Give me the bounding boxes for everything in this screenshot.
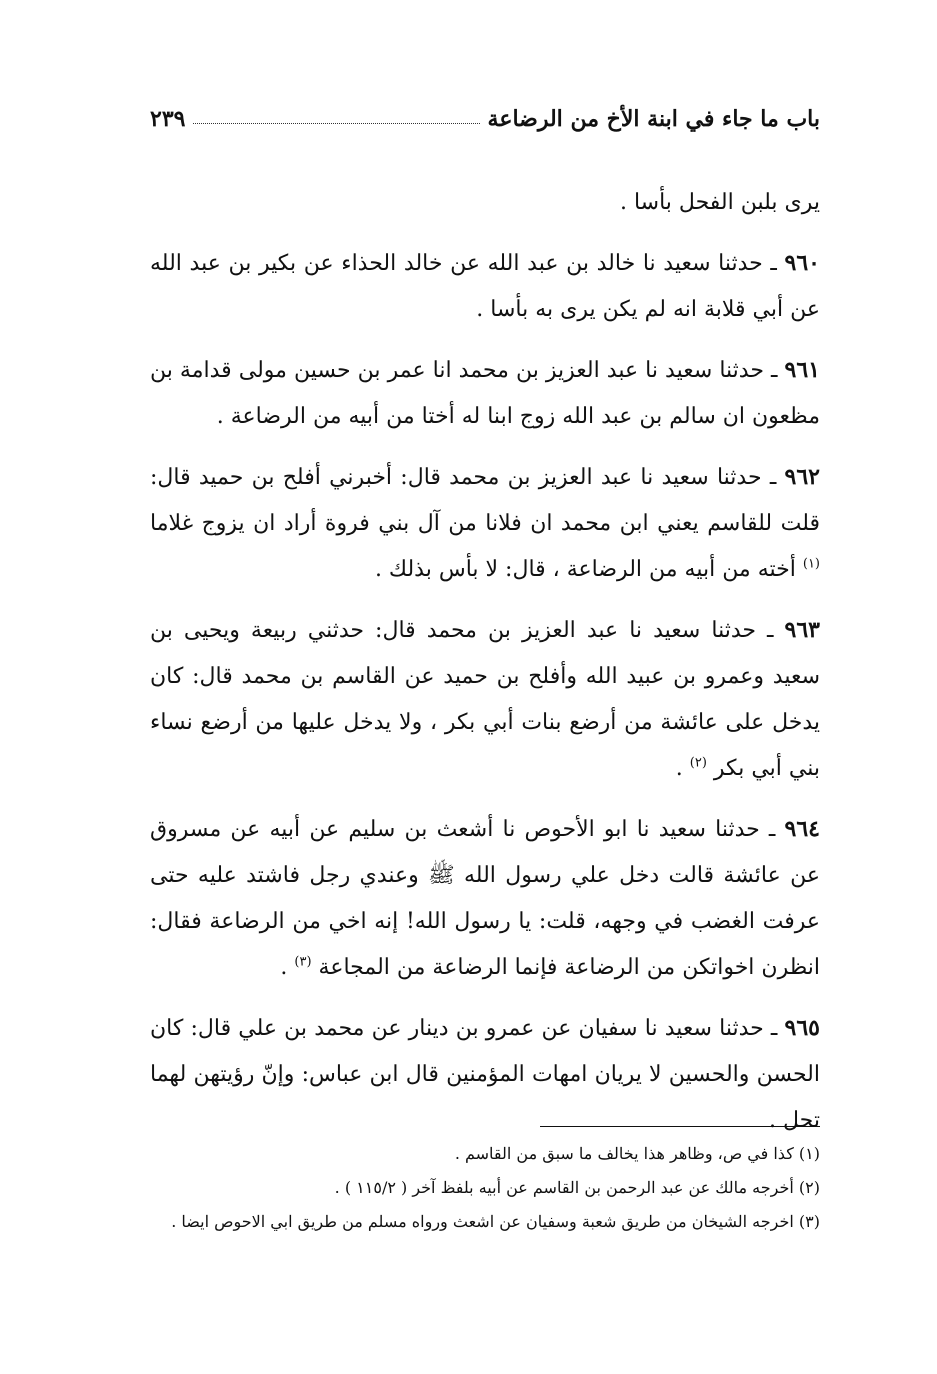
hadith-960 [150,240,820,333]
footnote-ref: (٣) [294,954,312,970]
footnote-text: أخرجه مالك عن عبد الرحمن بن القاسم عن أبيه بلفظ آخر ( ١١٥/٢ ) . [334,1178,794,1197]
hadith-text-continued: أخته من أبيه من الرضاعة ، قال: لا بأس بذلك . [374,557,796,582]
main-text [150,180,820,1158]
running-header [150,92,820,132]
hadith-text: حدثنا سعيد نا خالد بن عبد الله عن خالد الحذاء عن بكير بن عبد الله عن أبي قلابة انه لم يكن يرى به بأسا . [150,251,820,322]
hadith-number: ٩٦١ [784,357,820,383]
hadith-number: ٩٦٣ [784,617,820,643]
footnote-divider [540,1126,820,1127]
intro-line: يرى بلبن الفحل بأسا . [619,190,820,215]
hadith-number: ٩٦٥ [784,1015,820,1041]
hadith-text: حدثنا سعيد نا ابو الأحوص نا أشعث بن سليم عن أبيه عن مسروق عن عائشة قالت دخل علي رسول الله ﷺ وعندي رجل فاشتد عليه حتى عرفت الغضب في وجهه، قلت: يا رسول الله! إنه اخي من الرضاعة فقال: انظرن اخواتكن من الرضاعة فإنما الرضاعة من المجاعة [150,817,820,980]
footnote-text: اخرجه الشيخان من طريق شعبة وسفيان عن اشعث ورواه مسلم من طريق ابي الاحوص ايضا . [171,1212,794,1231]
footnote-text: كذا في ص، وظاهر هذا يخالف ما سبق من القاسم . [454,1144,794,1163]
hadith-number: ٩٦٤ [784,816,820,842]
footnotes [150,1138,820,1240]
hadith-964 [150,806,820,991]
hadith-number: ٩٦٠ [784,250,820,276]
dash: ـ [759,817,776,842]
footnote-mark: (٢) [798,1178,820,1197]
footnote-ref: (١) [802,556,820,572]
dash: ـ [763,1016,778,1041]
header-leader-dots [193,123,479,124]
footnote-1 [150,1138,820,1170]
page-number: ٢٣٩ [150,106,186,132]
footnote-ref: (٢) [689,755,707,771]
dash: ـ [761,465,777,490]
footnote-3 [150,1206,820,1238]
hadith-text: حدثنا سعيد نا عبد العزيز بن محمد قال: أخبرني أفلح بن حميد قال: قلت للقاسم يعني ابن محمد ان فلانا من آل بني فروة أراد ان يزوج غلاما [150,465,820,536]
chapter-title: باب ما جاء في ابنة الأخ من الرضاعة [487,106,820,132]
dash: ـ [763,358,778,383]
hadith-965 [150,1005,820,1144]
hadith-number: ٩٦٢ [784,464,820,490]
hadith-text-continued: . [675,756,683,781]
hadith-961 [150,347,820,440]
hadith-text: حدثنا سعيد نا عبد العزيز بن محمد قال: حدثني ربيعة ويحيى بن سعيد وعمرو بن عبيد الله وأفلح بن حميد عن القاسم بن محمد قال: كان يدخل على عائشة من أرضع بنات أبي بكر ، ولا يدخل عليها من أرضع نساء بني أبي بكر [150,618,820,781]
footnote-mark: (٣) [798,1212,820,1231]
hadith-962 [150,454,820,593]
dash: ـ [755,618,774,643]
footnote-mark: (١) [798,1144,820,1163]
hadith-text: حدثنا سعيد نا عبد العزيز بن محمد انا عمر بن حسين مولى قدامة بن مظعون ان سالم بن عبد الله زوج ابنا له أختا من أبيه من الرضاعة . [150,358,820,429]
dash: ـ [762,251,777,276]
footnote-2 [150,1172,820,1204]
hadith-963 [150,607,820,792]
hadith-text: حدثنا سعيد نا سفيان عن عمرو بن دينار عن محمد بن علي قال: كان الحسن والحسين لا يريان امهات المؤمنين قال ابن عباس: وإنّ رؤيتهن لهما تحل . [150,1016,820,1133]
hadith-text-continued: . [280,955,288,980]
